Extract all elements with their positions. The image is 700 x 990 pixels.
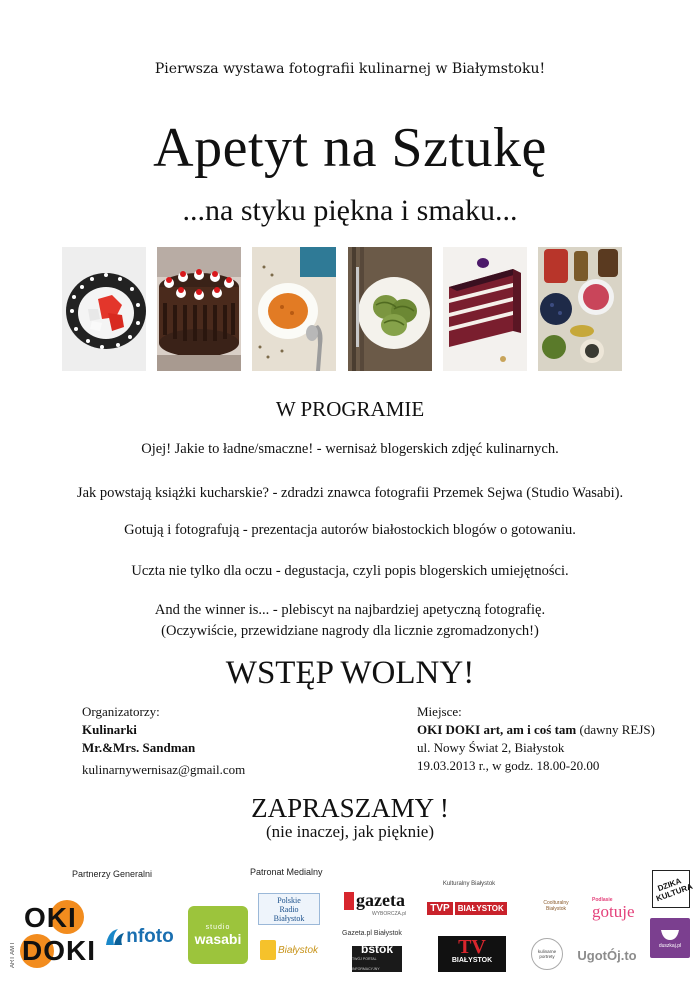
free-entry-banner: WSTĘP WOLNY! — [225, 655, 475, 691]
general-partners-label: Partnerzy Generalni — [72, 869, 153, 879]
venue-label: Miejsce: — [417, 704, 462, 719]
infoto-logo: nfoto — [98, 925, 180, 949]
event-tagline: Pierwsza wystawa fotografii kulinarnej w Białymstoku! — [154, 61, 546, 77]
duszka-logo: duszkaj.pl — [650, 918, 690, 958]
organizers-block — [82, 703, 245, 779]
spice-jars-photo — [538, 247, 622, 371]
gazeta-pl-logo: Gazeta.pl Białystok — [342, 929, 402, 937]
program-item: Uczta nie tylko dla oczu - degustacja, czyli popis blogerskich umiejętności. — [131, 563, 569, 579]
venue-block — [417, 703, 655, 775]
program-item: Jak powstają książki kucharskie? - zdradzi znawca fotografii Przemek Sejwa (Studio Wasabi). — [76, 485, 624, 501]
organizer-name: Kulinarki — [82, 722, 137, 737]
chocolate-cake-photo — [157, 247, 241, 371]
organizer-email[interactable]: kulinarnywernisaz@gmail.com — [82, 762, 246, 777]
organizer-name: Mr.&Mrs. Sandman — [82, 740, 196, 755]
dzika-kultura-logo: DZIKA KULTURA — [652, 870, 690, 908]
layered-cake-slice-photo — [443, 247, 527, 371]
tvp-bialystok-logo: TVP BIAŁYSTOK — [426, 900, 508, 916]
polskie-radio-logo: Polskie Radio Białystok — [258, 893, 320, 925]
venue-note: (dawny REJS) — [576, 722, 655, 737]
ugotuj-logo: UgotÓj.to — [577, 947, 637, 963]
program-item: And the winner is... - plebiscyt na najbardziej apetyczną fotografię. — [154, 602, 546, 618]
bowl-icon — [660, 927, 680, 941]
event-title: Apetyt na Sztukę — [153, 117, 547, 179]
kulinarne-portrety-logo: kulinarne portrety — [531, 938, 563, 970]
info-bialystok-logo: Białystok — [260, 938, 326, 962]
gazeta-wyborcza-logo: gazeta WYBORCZA.pl — [344, 890, 412, 918]
invite-title: ZAPRASZAMY ! — [251, 793, 449, 823]
program-note: (Oczywiście, przewidziane nagrody dla licznie zgromadzonych!) — [161, 623, 539, 639]
venue-name: OKI DOKI art, am i coś tam — [417, 722, 577, 737]
cabbage-rolls-photo — [348, 247, 432, 371]
invite-subtitle: (nie inaczej, jak pięknie) — [265, 822, 435, 841]
media-patrons-label: Patronat Medialny — [250, 867, 323, 877]
tv-bialystok-logo: TV BIAŁYSTOK — [438, 936, 506, 972]
program-item: Gotują i fotografują - prezentacja autorów białostockich blogów o gotowaniu. — [124, 522, 576, 538]
studio-wasabi-logo: studio wasabi — [188, 906, 248, 964]
organizers-label: Organizatorzy: — [82, 704, 160, 719]
program-item: Ojej! Jakie to ładne/smaczne! - wernisaż blogerskich zdjęć kulinarnych. — [141, 441, 559, 457]
bowl-with-tomatoes-photo — [62, 247, 146, 371]
infoto-mark-icon — [104, 927, 126, 947]
venue-address: ul. Nowy Świat 2, Białystok — [417, 740, 565, 755]
coolturalny-bialystok-logo: Coolturalny Białystok — [543, 900, 569, 912]
soup-bowl-photo — [252, 247, 336, 371]
event-subtitle: ...na styku piękna i smaku... — [182, 194, 518, 227]
podlasie-gotuje-logo: Podlasie gotuje — [592, 897, 635, 921]
bstok-logo: bstok TWÓJ PORTAL INFORMACYJNY — [352, 946, 402, 972]
oki-doki-logo: ART AM I OKI DOKI — [10, 902, 96, 968]
program-heading: W PROGRAMIE — [275, 397, 425, 421]
kulturalny-bialystok-logo: Kulturalny Białystok — [442, 881, 496, 887]
event-datetime: 19.03.2013 r., w godz. 18.00-20.00 — [417, 758, 600, 773]
food-photo-strip — [62, 247, 632, 371]
